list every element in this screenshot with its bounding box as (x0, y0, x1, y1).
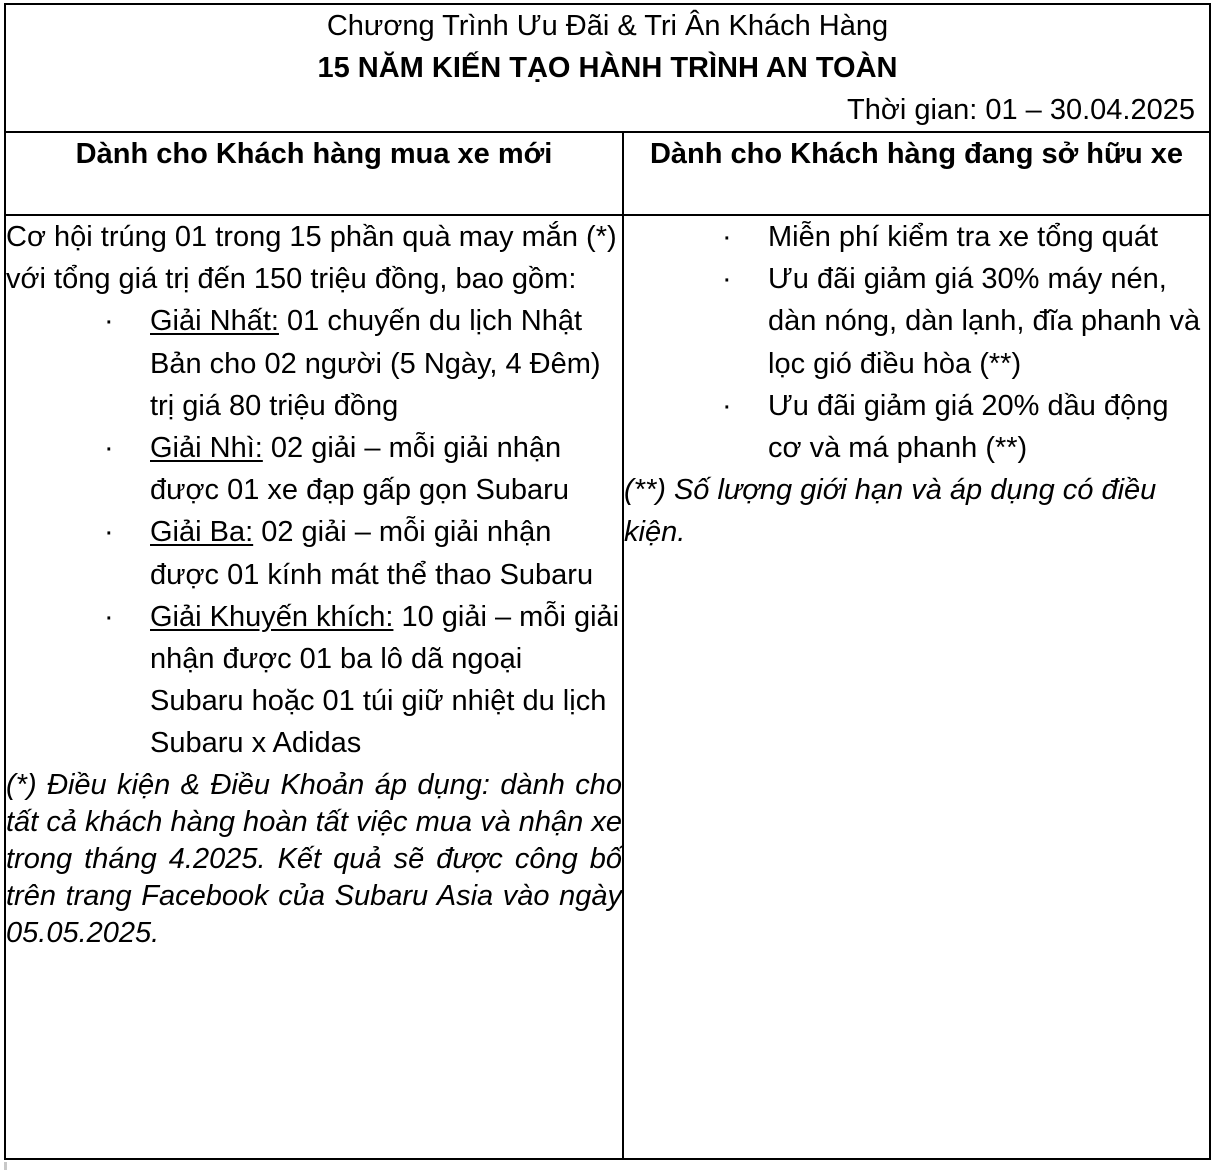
page-edge-marker (4, 1162, 7, 1170)
new-buyers-heading (5, 132, 623, 215)
benefit-text: Ưu đãi giảm giá 20% dầu động cơ và má phanh (**) (768, 389, 1169, 465)
benefit-item-free-inspection (624, 216, 1209, 258)
new-buyers-heading-text: Dành cho Khách hàng mua xe mới (75, 138, 553, 170)
prize-item-third (6, 511, 622, 595)
prize-label: Giải Nhì: (150, 432, 263, 465)
prize-list (6, 300, 622, 764)
benefit-text: Miễn phí kiểm tra xe tổng quát (768, 221, 1159, 253)
prize-label: Giải Khuyến khích: (150, 600, 394, 633)
column-header-row (5, 132, 1210, 215)
prize-text: 01 chuyến du lịch Nhật Bản cho 02 người (5 Ngày, 4 Đêm) trị giá 80 triệu đồng (150, 305, 601, 422)
prize-text: 02 giải – mỗi giải nhận được 01 xe đạp gấp gọn Subaru (150, 432, 569, 507)
title-cell (5, 4, 1210, 132)
bullet-icon: · (104, 600, 114, 633)
bullet-icon: · (104, 432, 114, 465)
promotion-table (4, 3, 1211, 1160)
new-buyers-content (5, 215, 623, 1159)
prize-text: 10 giải – mỗi giải nhận được 01 ba lô dã ngoại Subaru hoặc 01 túi giữ nhiệt du lịch Subaru x Adidas (150, 600, 620, 760)
benefit-item-30-discount (624, 258, 1209, 385)
new-buyers-intro: Cơ hội trúng 01 trong 15 phần quà may mắn (*) với tổng giá trị đến 150 triệu đồng, bao gồm: (6, 221, 617, 296)
existing-owners-heading (623, 132, 1210, 215)
prize-item-second (6, 427, 622, 511)
prize-label: Giải Nhất: (150, 305, 279, 338)
existing-owners-content (623, 215, 1210, 1159)
bullet-icon: · (722, 221, 732, 253)
prize-item-consolation (6, 596, 622, 765)
bullet-icon: · (104, 305, 114, 338)
prize-label: Giải Ba: (150, 516, 254, 549)
bullet-icon: · (722, 389, 732, 422)
benefit-text: Ưu đãi giảm giá 30% máy nén, dàn nóng, dàn lạnh, đĩa phanh và lọc gió điều hòa (**) (768, 263, 1201, 380)
bullet-icon: · (104, 516, 114, 549)
bullet-icon: · (722, 263, 732, 296)
new-buyers-footnote: (*) Điều kiện & Điều Khoản áp dụng: dành cho tất cả khách hàng hoàn tất việc mua và nhận xe trong tháng 4.2025. Kết quả sẽ được công bố trên trang Facebook của Subaru Asia vào ngày 05.05.2025. (6, 768, 623, 949)
program-title: Chương Trình Ưu Đãi & Tri Ân Khách Hàng (326, 10, 889, 42)
title-row (5, 4, 1210, 132)
campaign-title: 15 NĂM KIẾN TẠO HÀNH TRÌNH AN TOÀN (317, 52, 898, 84)
benefit-list (624, 216, 1209, 469)
existing-owners-footnote: (**) Số lượng giới hạn và áp dụng có điều kiện. (624, 474, 1157, 549)
prize-item-first (6, 300, 622, 427)
benefit-item-20-discount (624, 385, 1209, 469)
existing-owners-heading-text: Dành cho Khách hàng đang sở hữu xe (649, 138, 1184, 170)
campaign-period: Thời gian: 01 – 30.04.2025 (847, 94, 1195, 126)
content-row (5, 215, 1210, 1159)
prize-text: 02 giải – mỗi giải nhận được 01 kính mát thể thao Subaru (150, 516, 594, 591)
